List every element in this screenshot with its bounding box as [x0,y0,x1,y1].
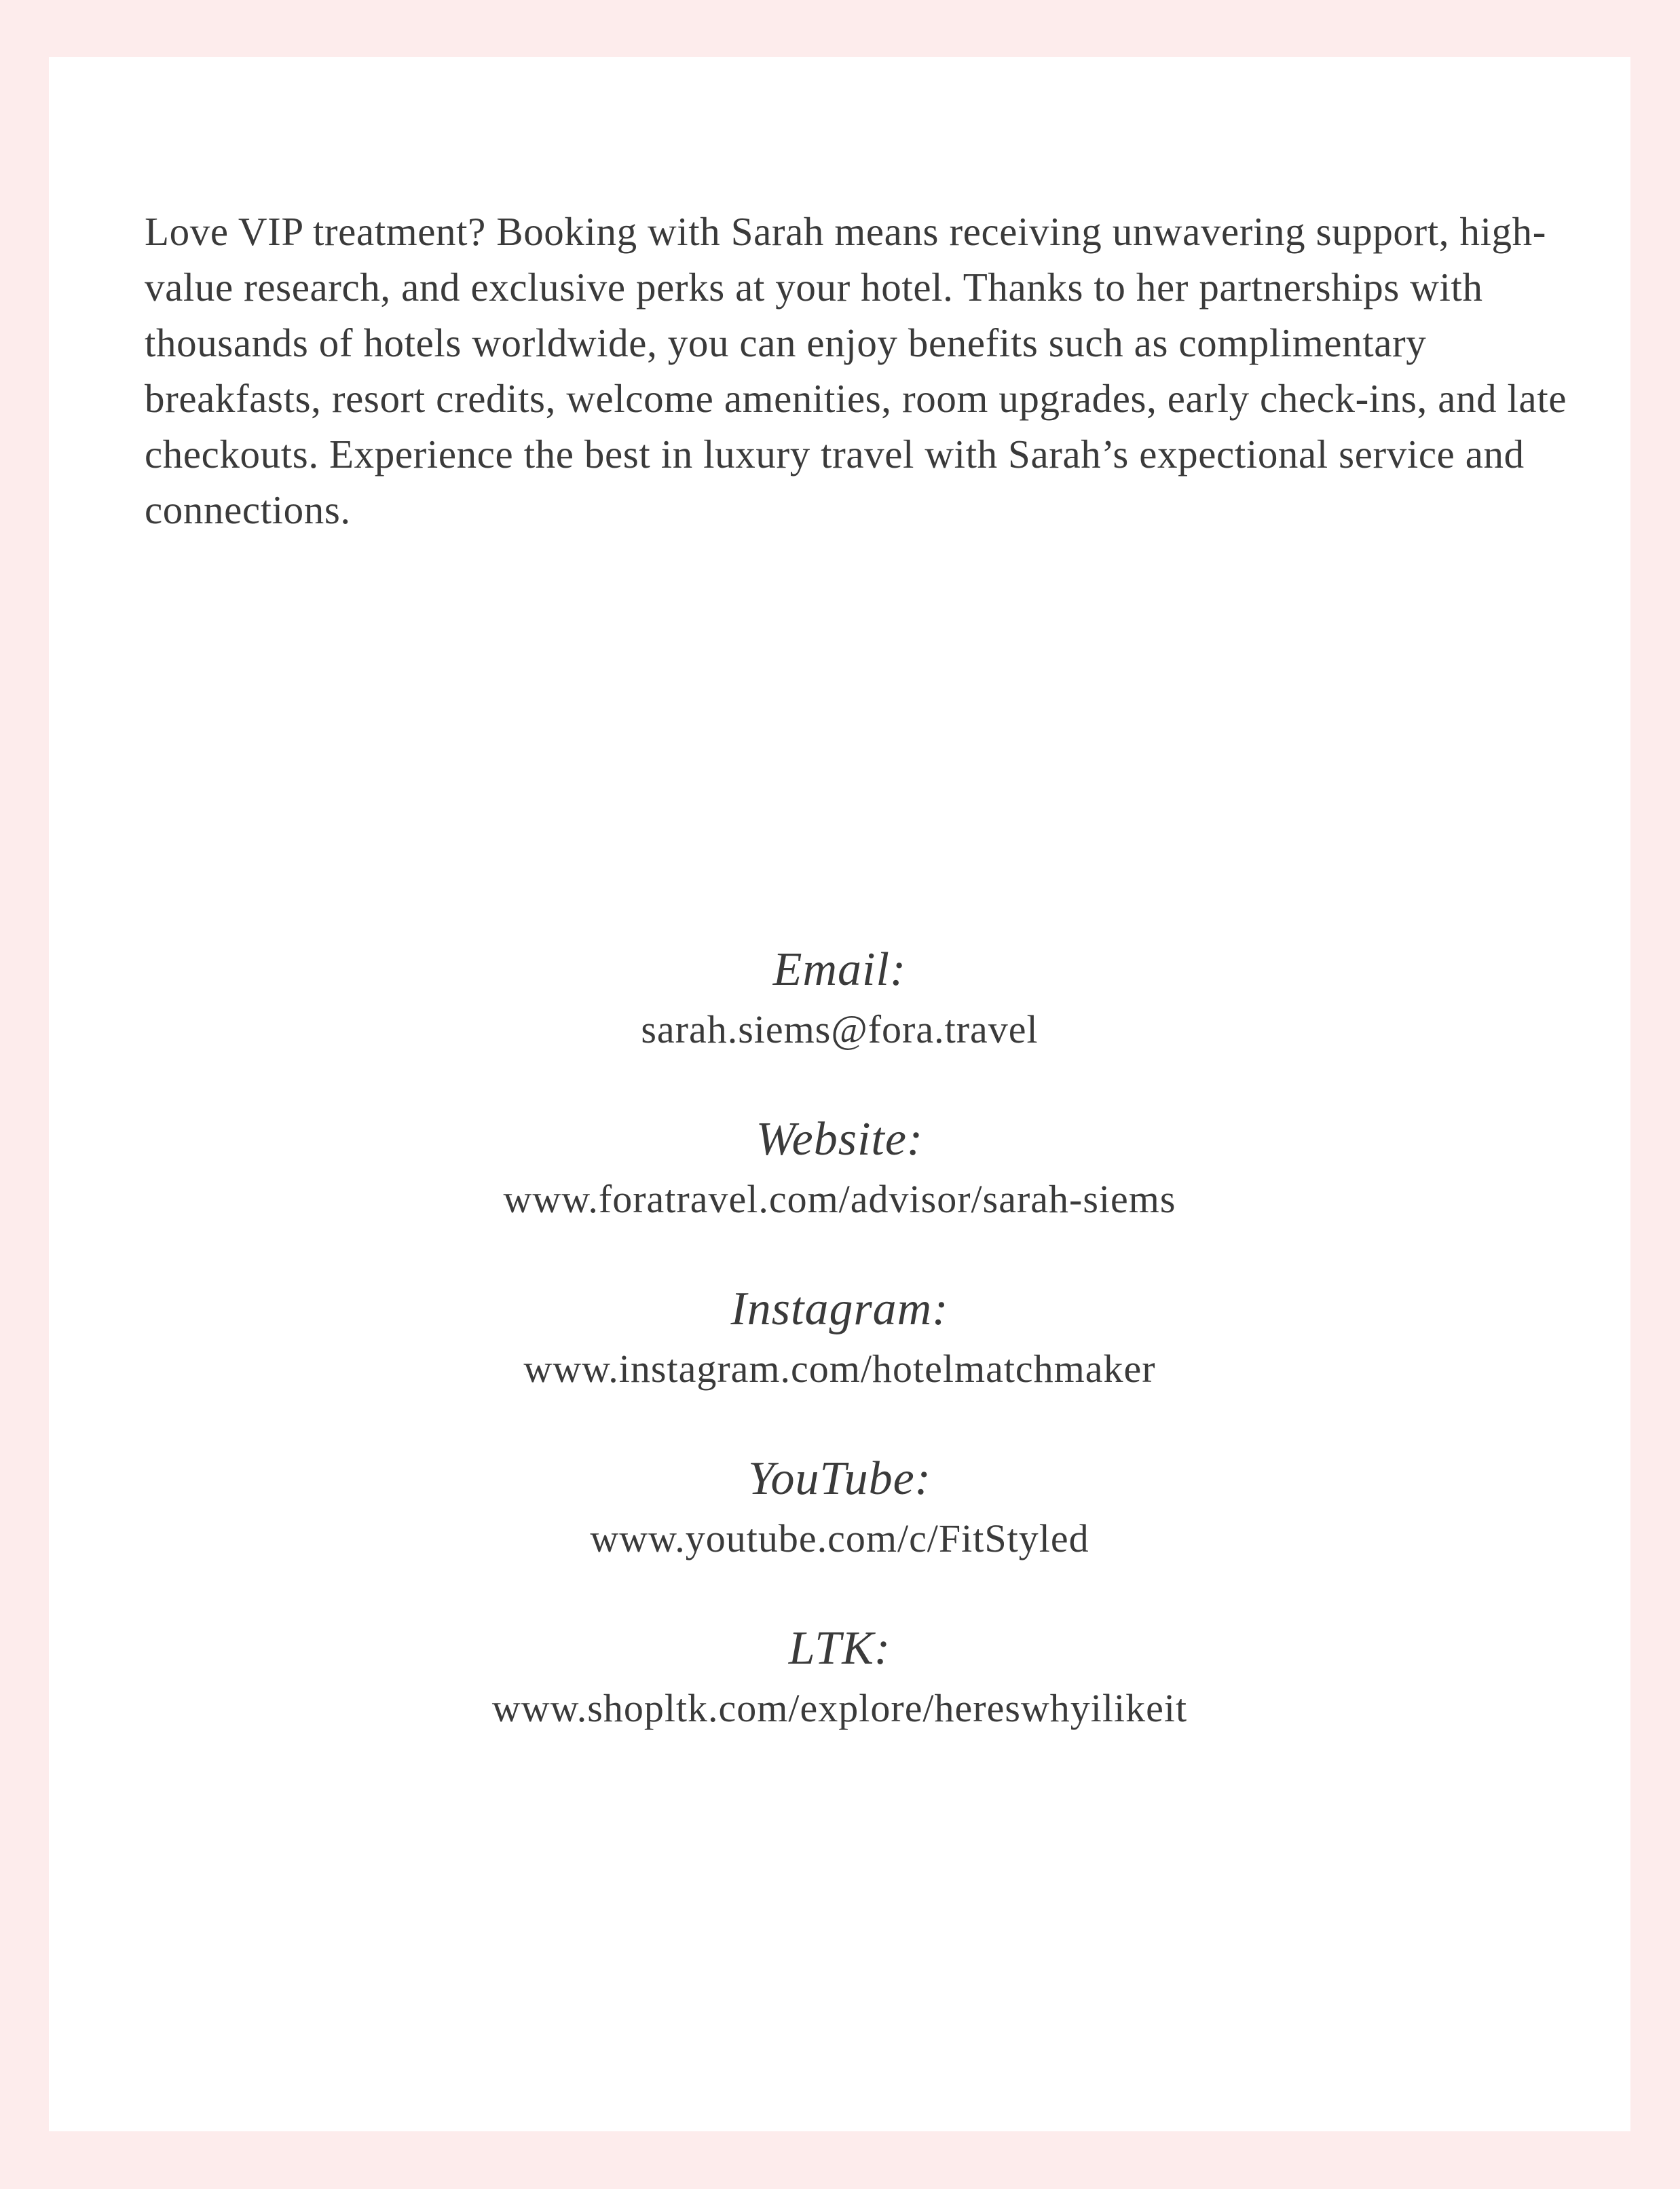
intro-paragraph: Love VIP treatment? Booking with Sarah means receiving unwavering support, high-value research, and exclusive perks at your hotel. Thanks to her partnerships with thousands of hotels worldwide, you can enjoy benefits such as complimentary breakfasts, resort credits, welcome amenities, room upgrades, early check-ins, and late checkouts. Experience the best in luxury travel with Sarah’s expectional service and connections. [145,209,1567,532]
contact-youtube [49,1448,1630,1567]
contact-ltk [49,1618,1630,1737]
contact-website [49,1109,1630,1228]
instagram-link[interactable]: www.instagram.com/hotelmatchmaker [523,1347,1156,1391]
contact-instagram [49,1279,1630,1398]
document-page [49,57,1630,2131]
instagram-label: Instagram: [730,1283,949,1335]
website-link[interactable]: www.foratravel.com/advisor/sarah-siems [503,1177,1176,1221]
contact-list [49,939,1630,1788]
email-label: Email: [772,943,907,996]
youtube-link[interactable]: www.youtube.com/c/FitStyled [590,1516,1089,1560]
youtube-label: YouTube: [748,1453,931,1505]
ltk-link[interactable]: www.shopltk.com/explore/hereswhyilikeit [491,1686,1188,1730]
contact-email [49,939,1630,1058]
email-link[interactable]: sarah.siems@fora.travel [641,1007,1039,1051]
website-label: Website: [755,1113,924,1165]
ltk-label: LTK: [788,1622,891,1675]
